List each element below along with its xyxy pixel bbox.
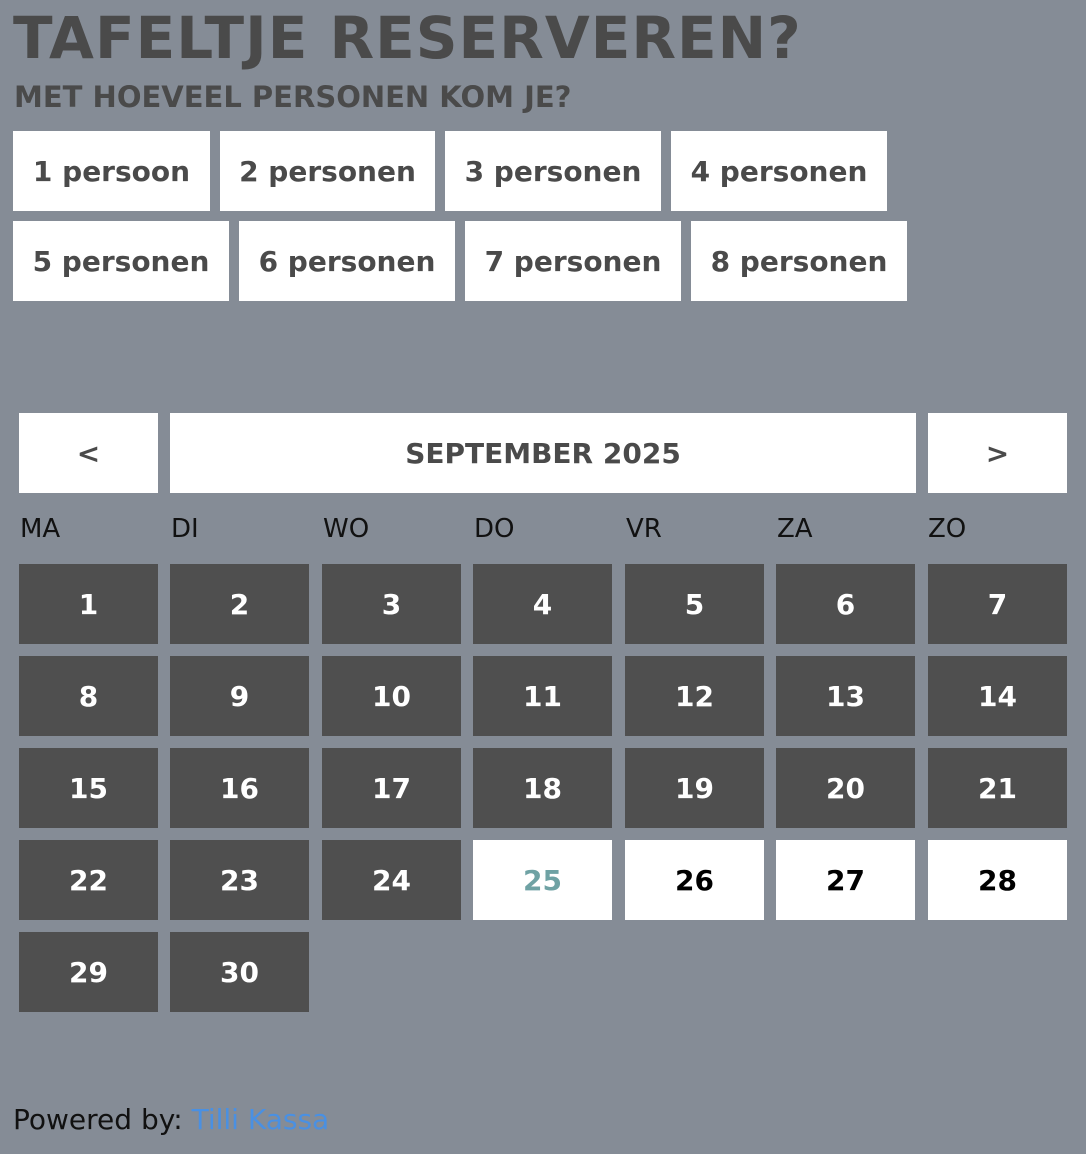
calendar-day-27[interactable]: 27 (776, 840, 915, 920)
weekday-header-di: DI (171, 514, 199, 544)
party-size-8-button[interactable]: 8 personen (691, 221, 907, 301)
party-size-1-button[interactable]: 1 persoon (13, 131, 210, 211)
calendar-day-6: 6 (776, 564, 915, 644)
calendar-day-2: 2 (170, 564, 309, 644)
party-size-4-button[interactable]: 4 personen (671, 131, 887, 211)
tilli-kassa-link[interactable]: Tilli Kassa (191, 1103, 330, 1136)
calendar-day-16: 16 (170, 748, 309, 828)
calendar-day-17: 17 (322, 748, 461, 828)
party-size-question: MET HOEVEEL PERSONEN KOM JE? (14, 80, 572, 114)
calendar-day-15: 15 (19, 748, 158, 828)
calendar-day-24: 24 (322, 840, 461, 920)
calendar-day-9: 9 (170, 656, 309, 736)
month-label: SEPTEMBER 2025 (170, 413, 916, 493)
calendar-day-30: 30 (170, 932, 309, 1012)
weekday-header-ma: MA (20, 514, 61, 544)
calendar-day-4: 4 (473, 564, 612, 644)
calendar-day-5: 5 (625, 564, 764, 644)
calendar-day-26[interactable]: 26 (625, 840, 764, 920)
calendar-day-13: 13 (776, 656, 915, 736)
weekday-header-za: ZA (777, 514, 813, 544)
calendar-day-29: 29 (19, 932, 158, 1012)
weekday-header-zo: ZO (928, 514, 967, 544)
calendar-day-20: 20 (776, 748, 915, 828)
weekday-header-do: DO (474, 514, 515, 544)
next-month-button[interactable]: > (928, 413, 1067, 493)
calendar-day-22: 22 (19, 840, 158, 920)
calendar-day-11: 11 (473, 656, 612, 736)
calendar-day-7: 7 (928, 564, 1067, 644)
calendar-day-10: 10 (322, 656, 461, 736)
party-size-3-button[interactable]: 3 personen (445, 131, 661, 211)
party-size-7-button[interactable]: 7 personen (465, 221, 681, 301)
calendar-day-8: 8 (19, 656, 158, 736)
calendar-day-25[interactable]: 25 (473, 840, 612, 920)
calendar-day-12: 12 (625, 656, 764, 736)
calendar-day-21: 21 (928, 748, 1067, 828)
prev-month-button[interactable]: < (19, 413, 158, 493)
calendar-day-28[interactable]: 28 (928, 840, 1067, 920)
calendar-day-19: 19 (625, 748, 764, 828)
calendar-day-23: 23 (170, 840, 309, 920)
calendar-day-3: 3 (322, 564, 461, 644)
calendar-day-14: 14 (928, 656, 1067, 736)
powered-by-label: Powered by: (13, 1103, 183, 1136)
calendar-day-18: 18 (473, 748, 612, 828)
party-size-2-button[interactable]: 2 personen (220, 131, 435, 211)
calendar-day-1: 1 (19, 564, 158, 644)
weekday-header-vr: VR (626, 514, 662, 544)
weekday-header-wo: WO (323, 514, 370, 544)
page-title: TAFELTJE RESERVEREN? (13, 4, 802, 72)
powered-by (13, 1102, 329, 1138)
party-size-5-button[interactable]: 5 personen (13, 221, 229, 301)
party-size-6-button[interactable]: 6 personen (239, 221, 455, 301)
